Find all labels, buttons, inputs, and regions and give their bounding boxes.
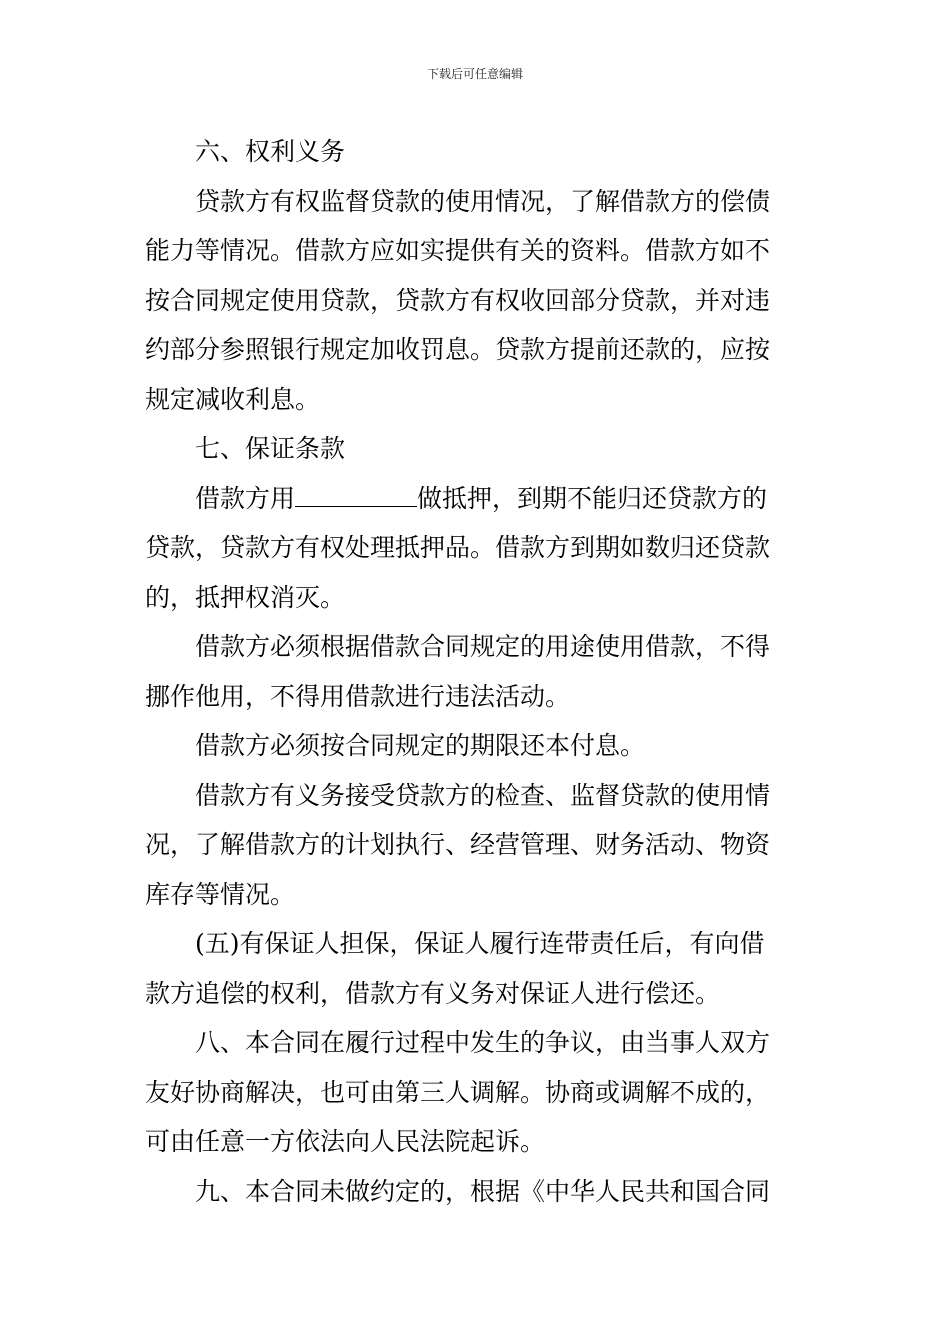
text-line: 库存等情况。: [145, 879, 296, 909]
text-line: 友好协商解决，也可由第三人调解。协商或调解不成的，: [145, 1077, 771, 1107]
text-line: 借款方必须根据借款合同规定的用途使用借款，不得: [145, 632, 771, 661]
text-line: 贷款方有权监督贷款的使用情况，了解借款方的偿债: [145, 186, 771, 216]
text-line: 九、本合同未做约定的，根据《中华人民共和国合同: [145, 1176, 771, 1206]
text-segment: 借款方用: [145, 483, 296, 513]
text-line: 借款方有义务接受贷款方的检查、监督贷款的使用情: [145, 780, 771, 810]
text-line: (五)有保证人担保，保证人履行连带责任后，有向借: [145, 929, 765, 958]
text-line: 贷款，贷款方有权处理抵押品。借款方到期如数归还贷款: [145, 533, 771, 562]
text-line: 借款方必须按合同规定的期限还本付息。: [145, 731, 646, 760]
text-line: 款方追偿的权利，借款方有义务对保证人进行偿还。: [145, 978, 721, 1008]
document-body: [145, 127, 809, 1216]
section-heading: 六、权利义务: [145, 137, 346, 166]
text-line: 能力等情况。借款方应如实提供有关的资料。借款方如不: [145, 236, 771, 265]
text-line: 况，了解借款方的计划执行、经营管理、财务活动、物资: [145, 830, 771, 859]
text-line: 约部分参照银行规定加收罚息。贷款方提前还款的，应按: [145, 335, 771, 364]
fill-in-blank: [295, 484, 417, 507]
text-line: 规定减收利息。: [145, 384, 321, 414]
text-line: 可由任意一方依法向人民法院起诉。: [145, 1127, 546, 1156]
text-line: 挪作他用，不得用借款进行违法活动。: [145, 681, 571, 711]
page-header: 下载后可任意编辑: [426, 67, 523, 81]
text-line-with-blank: [145, 474, 809, 524]
text-line: 按合同规定使用贷款，贷款方有权收回部分贷款，并对违: [145, 285, 771, 315]
text-line: 八、本合同在履行过程中发生的争议，由当事人双方: [145, 1028, 771, 1057]
section-heading: 七、保证条款: [145, 434, 346, 463]
text-segment: 做抵押，到期不能归还贷款方的: [417, 483, 768, 513]
text-line: 的，抵押权消灭。: [145, 582, 346, 612]
